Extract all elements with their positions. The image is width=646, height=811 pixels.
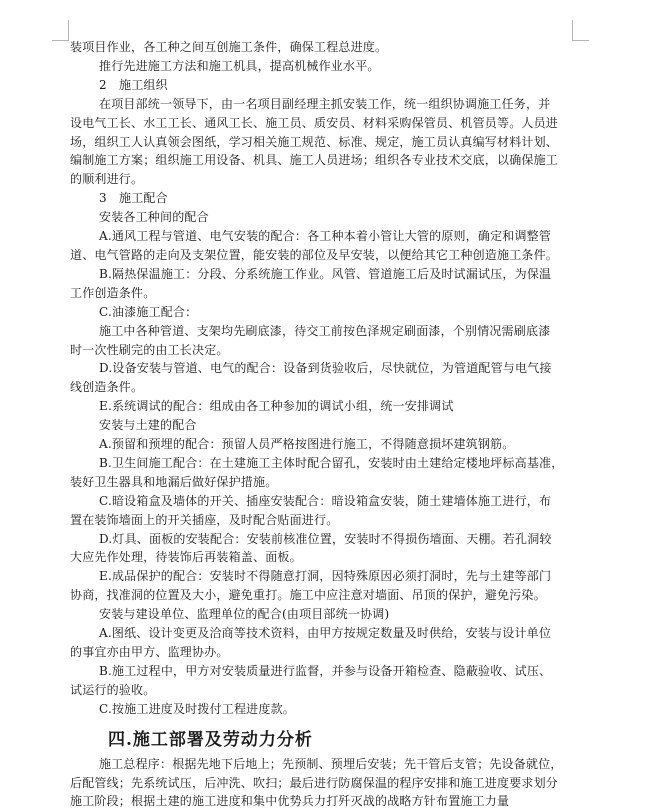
paragraph-line: 施工中各种管道、支架均先刷底漆，待交工前按色泽规定刷面漆，个别情况需刷底漆 <box>99 323 551 338</box>
paragraph-line: 装项目作业，各工种之间互创施工条件，确保工程总进度。 <box>70 40 388 54</box>
paragraph-line: 编制施工方案；组织施工用设备、机具、施工人员进场；组织各专业技术交底，以确保施工 <box>70 153 559 168</box>
paragraph-line: A.预留和预埋的配合：预留人员严格按图进行施工，不得随意损坏建筑钢筋。 <box>99 437 515 452</box>
paragraph-line: A.通风工程与管道、电气安装的配合：各工种本着小管让大管的原则，确定和调整管 <box>99 229 552 244</box>
paragraph-line: 场，组织工人认真领会图纸，学习相关施工规范、标准、规定，施工员认真编写材料计划、 <box>70 134 559 149</box>
document-body <box>70 38 576 811</box>
subsection-heading: 3 施工配合 <box>99 191 168 206</box>
paragraph-line: E.系统调试的配合：组成由各工种参加的调试小组，统一安排调试 <box>99 399 454 414</box>
paragraph-line: 的顺利进行。 <box>70 172 144 187</box>
paragraph-line: B.卫生间施工配合：在土建施工主体时配合留孔，安装时由土建给定楼地坪标高基准， <box>99 455 564 470</box>
paragraph-line: E.成品保护的配合：安装时不得随意打洞，因特殊原因必须打洞时，先与土建等部门 <box>99 569 552 584</box>
page-corner-mark-top-left <box>52 20 69 41</box>
paragraph-line: 协商，找准洞的位置及大小，避免重打。施工中应注意对墙面、吊顶的保护，避免污染。 <box>70 588 546 603</box>
paragraph-line: 的事宜亦由甲方、监理协办。 <box>70 645 229 659</box>
paragraph-line: 时一次性刷完的由工长决定。 <box>70 342 229 357</box>
paragraph-line: B.施工过程中，甲方对安装质量进行监督，并参与设备开箱检查、隐蔽验收、试压、 <box>99 663 552 678</box>
paragraph-line: 后配管线；先系统试压，后冲洗、吹扫；最后进行防腐保温的程序安排和施工进度要求划分 <box>70 775 559 790</box>
paragraph-line: C.暗设箱盒及墙体的开关、插座安装配合：暗设箱盒安装，随土建墙体施工进行，布 <box>99 493 552 508</box>
paragraph-line: 设电气工长、水工工长、通风工长、施工员、质安员、材料采购保管员、机管员等。人员进 <box>70 115 559 130</box>
paragraph-line: C.按施工进度及时拨付工程进度款。 <box>99 701 295 716</box>
paragraph-line: 试运行的验收。 <box>70 682 156 697</box>
paragraph-line: D.灯具、面板的安装配合：安装前核准位置，安装时不得损伤墙面、天棚。若孔洞较 <box>99 531 552 546</box>
paragraph-line: 装好卫生器具和地漏后做好保护措施。 <box>70 474 278 489</box>
section-heading: 四.施工部署及劳动力分析 <box>108 729 313 750</box>
paragraph-line: 施工阶段；根据土建的施工进度和集中优势兵力打歼灭战的战略方针布置施工力量 <box>70 794 510 809</box>
paragraph-line: 施工总程序：根据先地下后地上；先预制、预埋后安装；先干管后支管；先设备就位， <box>99 756 563 771</box>
paragraph-line: 安装与建设单位、监理单位的配合(由项目部统一协调) <box>99 607 390 622</box>
paragraph-line: D.设备安装与管道、电气的配合：设备到货验收后，尽快就位，为管道配管与电气接 <box>99 361 552 376</box>
paragraph-line: 线创造条件。 <box>70 380 144 395</box>
paragraph-line: 推行先进施工方法和施工机具，提高机械作业水平。 <box>99 58 380 73</box>
paragraph-line: A.图纸、设计变更及洽商等技术资料，由甲方按规定数量及时供给，安装与设计单位 <box>99 626 552 641</box>
paragraph-line: 在项目部统一领导下，由一名项目副经理主抓安装工作，统一组织协调施工任务，并 <box>99 96 551 111</box>
paragraph-line: 置在装饰墙面上的开关插座，及时配合贴面进行。 <box>70 512 339 527</box>
paragraph-line: 工作创造条件。 <box>70 285 156 300</box>
paragraph-line: 安装与土建的配合 <box>99 418 197 433</box>
paragraph-line: 大应先作处理，待装饰后再装箱盖、面板。 <box>70 550 302 565</box>
paragraph-line: 道、电气管路的走向及支架位置，能安装的部位及早安装，以便给其它工种创造施工条件。 <box>70 247 559 262</box>
paragraph-line: 安装各工种间的配合 <box>99 210 209 225</box>
subsection-heading: 2 施工组织 <box>99 77 168 92</box>
paragraph-line: C.油漆施工配合： <box>99 304 198 319</box>
paragraph-line: B.隔热保温施工：分段、分系统施工作业。风管、管道施工后及时试漏试压，为保温 <box>99 266 552 281</box>
